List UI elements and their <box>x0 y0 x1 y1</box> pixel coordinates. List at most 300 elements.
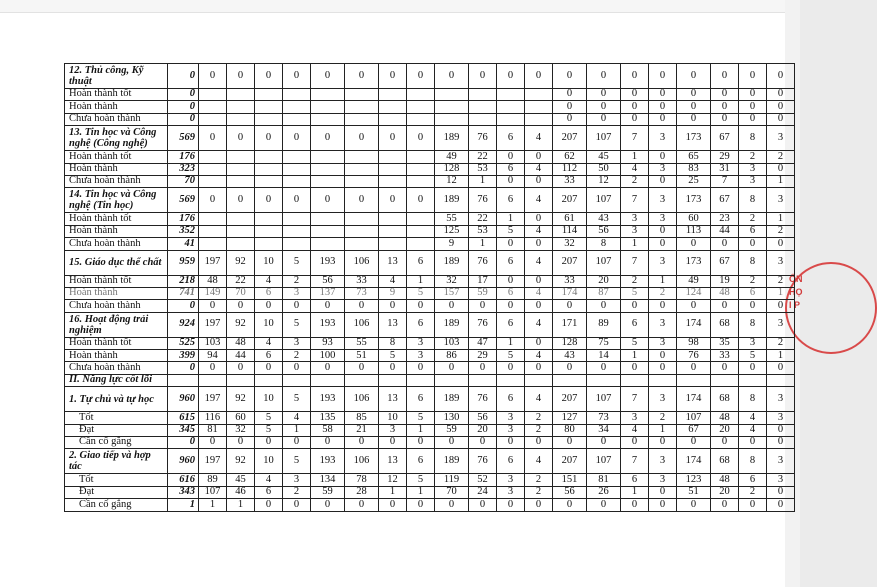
table-cell: 0 <box>711 499 739 511</box>
row-total: 1 <box>168 499 199 511</box>
table-cell <box>525 113 553 125</box>
table-cell: 89 <box>587 312 621 337</box>
table-cell <box>379 238 407 250</box>
table-row <box>65 362 795 374</box>
table-cell: 33 <box>711 350 739 362</box>
table-cell: 0 <box>553 101 587 113</box>
table-cell <box>311 374 345 386</box>
row-label: Hoàn thành tốt <box>65 337 168 349</box>
table-cell: 3 <box>767 312 795 337</box>
table-cell: 59 <box>469 287 497 299</box>
table-cell: 0 <box>767 64 795 89</box>
table-cell: 8 <box>379 337 407 349</box>
table-cell <box>255 213 283 225</box>
table-cell: 67 <box>711 188 739 213</box>
table-cell: 7 <box>711 175 739 187</box>
table-cell: 1 <box>497 337 525 349</box>
table-cell: 193 <box>311 250 345 275</box>
table-cell: 0 <box>407 64 435 89</box>
table-cell <box>227 175 255 187</box>
table-cell: 0 <box>379 126 407 151</box>
table-cell: 128 <box>435 163 469 175</box>
table-cell: 1 <box>469 175 497 187</box>
table-cell: 49 <box>435 151 469 163</box>
table-cell: 174 <box>677 449 711 474</box>
table-cell: 107 <box>587 126 621 151</box>
table-cell: 4 <box>379 275 407 287</box>
table-cell: 0 <box>739 238 767 250</box>
table-cell: 0 <box>621 113 649 125</box>
row-total: 959 <box>168 250 199 275</box>
table-cell: 0 <box>497 499 525 511</box>
table-cell: 19 <box>711 275 739 287</box>
table-cell: 0 <box>739 499 767 511</box>
table-cell: 52 <box>469 474 497 486</box>
table-cell: 10 <box>255 312 283 337</box>
table-cell: 78 <box>345 474 379 486</box>
row-total: 615 <box>168 412 199 424</box>
table-cell: 20 <box>711 486 739 498</box>
table-cell: 0 <box>649 64 677 89</box>
table-cell <box>407 175 435 187</box>
table-cell: 0 <box>497 238 525 250</box>
table-cell: 4 <box>739 412 767 424</box>
row-label: Hoàn thành <box>65 287 168 299</box>
table-row <box>65 126 795 151</box>
table-cell: 0 <box>407 300 435 312</box>
table-cell: 0 <box>525 300 553 312</box>
table-cell: 1 <box>407 275 435 287</box>
row-total: 0 <box>168 64 199 89</box>
table-cell <box>255 225 283 237</box>
table-cell: 4 <box>525 387 553 412</box>
table-cell: 0 <box>587 437 621 449</box>
table-cell: 9 <box>435 238 469 250</box>
table-cell: 0 <box>525 238 553 250</box>
table-cell: 50 <box>587 163 621 175</box>
table-cell <box>199 151 227 163</box>
table-cell: 0 <box>311 362 345 374</box>
table-cell: 3 <box>407 337 435 349</box>
table-cell <box>553 374 587 386</box>
table-cell: 2 <box>525 412 553 424</box>
table-cell: 0 <box>469 362 497 374</box>
table-cell: 2 <box>739 486 767 498</box>
table-cell: 189 <box>435 449 469 474</box>
table-cell: 3 <box>283 474 311 486</box>
table-cell: 0 <box>739 300 767 312</box>
table-cell: 51 <box>345 350 379 362</box>
table-cell: 189 <box>435 250 469 275</box>
row-label: Hoàn thành tốt <box>65 89 168 101</box>
table-row <box>65 287 795 299</box>
table-cell: 106 <box>345 250 379 275</box>
table-cell: 0 <box>525 499 553 511</box>
table-cell: 4 <box>255 474 283 486</box>
table-cell: 22 <box>227 275 255 287</box>
table-cell: 0 <box>435 499 469 511</box>
table-cell: 0 <box>199 437 227 449</box>
table-cell: 0 <box>497 151 525 163</box>
table-cell: 60 <box>677 213 711 225</box>
table-row <box>65 337 795 349</box>
table-cell: 0 <box>649 151 677 163</box>
table-cell: 0 <box>525 437 553 449</box>
table-cell: 0 <box>525 64 553 89</box>
table-cell: 24 <box>469 486 497 498</box>
table-cell: 3 <box>739 163 767 175</box>
table-cell: 2 <box>739 151 767 163</box>
table-cell: 58 <box>311 424 345 436</box>
seal-text: HỌ <box>789 287 803 297</box>
table-cell <box>497 374 525 386</box>
table-cell: 34 <box>587 424 621 436</box>
table-cell: 107 <box>587 250 621 275</box>
table-cell: 0 <box>767 101 795 113</box>
table-cell: 0 <box>255 362 283 374</box>
table-cell: 70 <box>435 486 469 498</box>
table-cell <box>739 374 767 386</box>
row-total: 70 <box>168 175 199 187</box>
table-cell: 10 <box>379 412 407 424</box>
table-cell <box>379 101 407 113</box>
table-cell: 2 <box>283 350 311 362</box>
table-cell: 12 <box>435 175 469 187</box>
table-cell: 33 <box>553 275 587 287</box>
table-cell <box>525 101 553 113</box>
table-cell: 0 <box>255 64 283 89</box>
table-cell <box>407 151 435 163</box>
table-cell: 45 <box>587 151 621 163</box>
table-cell: 92 <box>227 449 255 474</box>
table-cell: 76 <box>469 188 497 213</box>
table-cell <box>345 175 379 187</box>
table-cell: 0 <box>255 437 283 449</box>
table-cell: 81 <box>587 474 621 486</box>
table-cell: 0 <box>199 362 227 374</box>
table-cell: 0 <box>553 64 587 89</box>
table-cell: 33 <box>553 175 587 187</box>
table-cell: 0 <box>621 437 649 449</box>
row-total: 343 <box>168 486 199 498</box>
table-cell: 5 <box>497 350 525 362</box>
table-cell <box>407 163 435 175</box>
table-cell: 0 <box>711 238 739 250</box>
table-cell: 86 <box>435 350 469 362</box>
table-cell: 128 <box>553 337 587 349</box>
table-cell: 56 <box>311 275 345 287</box>
table-cell: 4 <box>525 449 553 474</box>
table-cell: 20 <box>711 424 739 436</box>
table-cell: 0 <box>311 437 345 449</box>
table-cell: 3 <box>739 337 767 349</box>
table-cell: 174 <box>553 287 587 299</box>
table-cell: 92 <box>227 250 255 275</box>
table-cell: 0 <box>199 188 227 213</box>
table-cell: 10 <box>255 449 283 474</box>
table-cell <box>227 101 255 113</box>
table-cell: 0 <box>227 126 255 151</box>
table-cell: 67 <box>711 126 739 151</box>
table-cell <box>345 374 379 386</box>
table-cell: 55 <box>345 337 379 349</box>
table-cell: 0 <box>497 362 525 374</box>
table-cell: 5 <box>283 312 311 337</box>
row-label: Cần cố gắng <box>65 437 168 449</box>
table-cell: 3 <box>649 213 677 225</box>
table-cell: 0 <box>199 126 227 151</box>
table-cell: 107 <box>587 188 621 213</box>
table-cell: 5 <box>283 387 311 412</box>
table-cell: 207 <box>553 126 587 151</box>
row-label: 1. Tự chủ và tự học <box>65 387 168 412</box>
table-cell <box>469 89 497 101</box>
table-cell: 67 <box>711 250 739 275</box>
table-cell <box>407 374 435 386</box>
table-cell: 0 <box>283 437 311 449</box>
table-cell: 193 <box>311 312 345 337</box>
table-cell: 8 <box>739 449 767 474</box>
table-cell: 3 <box>767 126 795 151</box>
table-cell: 0 <box>407 126 435 151</box>
table-cell: 3 <box>739 175 767 187</box>
table-cell: 0 <box>767 113 795 125</box>
table-cell: 10 <box>255 250 283 275</box>
table-cell: 5 <box>497 225 525 237</box>
table-cell: 0 <box>739 64 767 89</box>
table-cell: 197 <box>199 449 227 474</box>
table-cell <box>525 374 553 386</box>
table-cell: 43 <box>587 213 621 225</box>
table-cell: 0 <box>345 188 379 213</box>
table-cell: 0 <box>283 188 311 213</box>
table-cell: 0 <box>553 362 587 374</box>
table-cell: 48 <box>227 337 255 349</box>
table-cell: 0 <box>649 175 677 187</box>
table-cell: 0 <box>621 362 649 374</box>
table-cell: 1 <box>407 424 435 436</box>
table-cell <box>311 213 345 225</box>
table-cell: 0 <box>677 499 711 511</box>
table-cell: 112 <box>553 163 587 175</box>
table-cell: 197 <box>199 312 227 337</box>
table-row <box>65 175 795 187</box>
table-cell <box>621 374 649 386</box>
table-cell: 0 <box>767 424 795 436</box>
table-cell: 6 <box>497 312 525 337</box>
row-total: 569 <box>168 188 199 213</box>
table-cell <box>227 238 255 250</box>
table-cell: 3 <box>767 188 795 213</box>
row-label: Chưa hoàn thành <box>65 362 168 374</box>
table-cell: 1 <box>767 213 795 225</box>
table-cell: 0 <box>311 188 345 213</box>
row-total: 345 <box>168 424 199 436</box>
table-cell: 0 <box>767 300 795 312</box>
table-cell: 21 <box>345 424 379 436</box>
table-cell: 5 <box>739 350 767 362</box>
table-cell: 0 <box>345 300 379 312</box>
table-cell: 0 <box>345 499 379 511</box>
table-cell: 1 <box>407 486 435 498</box>
table-cell <box>497 101 525 113</box>
table-cell: 0 <box>711 437 739 449</box>
row-total: 323 <box>168 163 199 175</box>
row-total: 218 <box>168 275 199 287</box>
table-cell <box>199 101 227 113</box>
table-cell <box>345 113 379 125</box>
table-cell: 0 <box>311 64 345 89</box>
table-cell: 107 <box>587 387 621 412</box>
row-label: Cần cố gắng <box>65 499 168 511</box>
table-cell: 174 <box>677 312 711 337</box>
table-cell: 193 <box>311 387 345 412</box>
table-row <box>65 312 795 337</box>
table-cell: 45 <box>227 474 255 486</box>
table-cell: 43 <box>553 350 587 362</box>
table-cell: 0 <box>283 64 311 89</box>
table-cell: 207 <box>553 250 587 275</box>
table-cell: 0 <box>649 300 677 312</box>
table-cell <box>407 89 435 101</box>
table-cell: 103 <box>199 337 227 349</box>
table-cell: 0 <box>227 188 255 213</box>
row-total <box>168 374 199 386</box>
table-cell: 73 <box>345 287 379 299</box>
table-cell: 0 <box>739 437 767 449</box>
table-cell: 106 <box>345 449 379 474</box>
table-cell: 0 <box>469 437 497 449</box>
table-cell: 197 <box>199 250 227 275</box>
table-cell: 0 <box>435 64 469 89</box>
table-cell: 0 <box>677 362 711 374</box>
table-cell: 107 <box>587 449 621 474</box>
row-label: Hoàn thành tốt <box>65 151 168 163</box>
row-label: Tốt <box>65 474 168 486</box>
table-cell: 3 <box>497 474 525 486</box>
table-cell: 0 <box>621 64 649 89</box>
table-cell: 0 <box>379 300 407 312</box>
table-cell: 171 <box>553 312 587 337</box>
table-cell: 56 <box>469 412 497 424</box>
table-cell: 3 <box>621 213 649 225</box>
row-label: Hoàn thành <box>65 101 168 113</box>
table-cell <box>199 213 227 225</box>
table-row <box>65 101 795 113</box>
row-total: 616 <box>168 474 199 486</box>
row-label: 15. Giáo dục thể chất <box>65 250 168 275</box>
table-cell <box>311 163 345 175</box>
table-cell: 0 <box>649 238 677 250</box>
table-cell: 48 <box>199 275 227 287</box>
table-cell: 20 <box>469 424 497 436</box>
table-cell: 7 <box>621 126 649 151</box>
table-cell: 87 <box>587 287 621 299</box>
table-cell <box>497 113 525 125</box>
table-cell: 0 <box>711 64 739 89</box>
table-cell: 0 <box>497 437 525 449</box>
table-cell: 6 <box>407 449 435 474</box>
table-cell <box>379 163 407 175</box>
table-cell: 0 <box>311 300 345 312</box>
table-cell <box>407 101 435 113</box>
table-cell: 5 <box>407 412 435 424</box>
table-cell: 4 <box>255 337 283 349</box>
table-cell: 0 <box>553 437 587 449</box>
table-cell <box>407 225 435 237</box>
table-cell: 2 <box>649 287 677 299</box>
table-cell: 1 <box>621 350 649 362</box>
table-cell: 0 <box>677 101 711 113</box>
table-cell: 6 <box>621 474 649 486</box>
table-cell: 0 <box>677 437 711 449</box>
table-cell: 0 <box>677 64 711 89</box>
table-cell: 0 <box>621 101 649 113</box>
table-cell: 0 <box>345 437 379 449</box>
table-cell <box>311 151 345 163</box>
table-cell: 0 <box>553 300 587 312</box>
table-cell: 68 <box>711 387 739 412</box>
table-cell: 0 <box>469 300 497 312</box>
table-cell <box>255 163 283 175</box>
table-cell: 76 <box>469 387 497 412</box>
table-cell: 29 <box>711 151 739 163</box>
row-total: 924 <box>168 312 199 337</box>
table-cell: 0 <box>255 300 283 312</box>
table-cell <box>469 374 497 386</box>
row-label: 13. Tin học và Công nghệ (Công nghệ) <box>65 126 168 151</box>
table-cell: 44 <box>711 225 739 237</box>
table-cell <box>199 163 227 175</box>
table-cell: 2 <box>283 486 311 498</box>
table-cell: 48 <box>711 412 739 424</box>
table-cell: 92 <box>227 312 255 337</box>
table-cell: 89 <box>199 474 227 486</box>
table-cell <box>379 225 407 237</box>
table-cell: 0 <box>711 89 739 101</box>
table-cell: 103 <box>435 337 469 349</box>
row-label: Tốt <box>65 412 168 424</box>
table-cell: 6 <box>255 350 283 362</box>
table-cell <box>345 101 379 113</box>
table-cell: 0 <box>283 362 311 374</box>
table-cell: 8 <box>739 188 767 213</box>
row-label: Chưa hoàn thành <box>65 175 168 187</box>
table-cell <box>311 113 345 125</box>
table-cell: 8 <box>739 387 767 412</box>
table-cell: 6 <box>497 387 525 412</box>
table-cell: 3 <box>283 337 311 349</box>
table-cell <box>587 374 621 386</box>
table-cell: 8 <box>739 126 767 151</box>
table-cell <box>227 89 255 101</box>
table-cell: 3 <box>379 424 407 436</box>
table-cell: 189 <box>435 188 469 213</box>
table-cell <box>677 374 711 386</box>
table-cell: 0 <box>283 300 311 312</box>
table-cell: 0 <box>587 300 621 312</box>
table-cell: 0 <box>553 499 587 511</box>
table-cell: 8 <box>587 238 621 250</box>
table-cell: 1 <box>767 175 795 187</box>
table-cell: 3 <box>621 225 649 237</box>
table-cell: 0 <box>621 89 649 101</box>
row-label: Hoàn thành <box>65 163 168 175</box>
table-cell: 0 <box>311 126 345 151</box>
table-cell <box>199 113 227 125</box>
table-cell: 68 <box>711 449 739 474</box>
table-cell: 6 <box>497 126 525 151</box>
